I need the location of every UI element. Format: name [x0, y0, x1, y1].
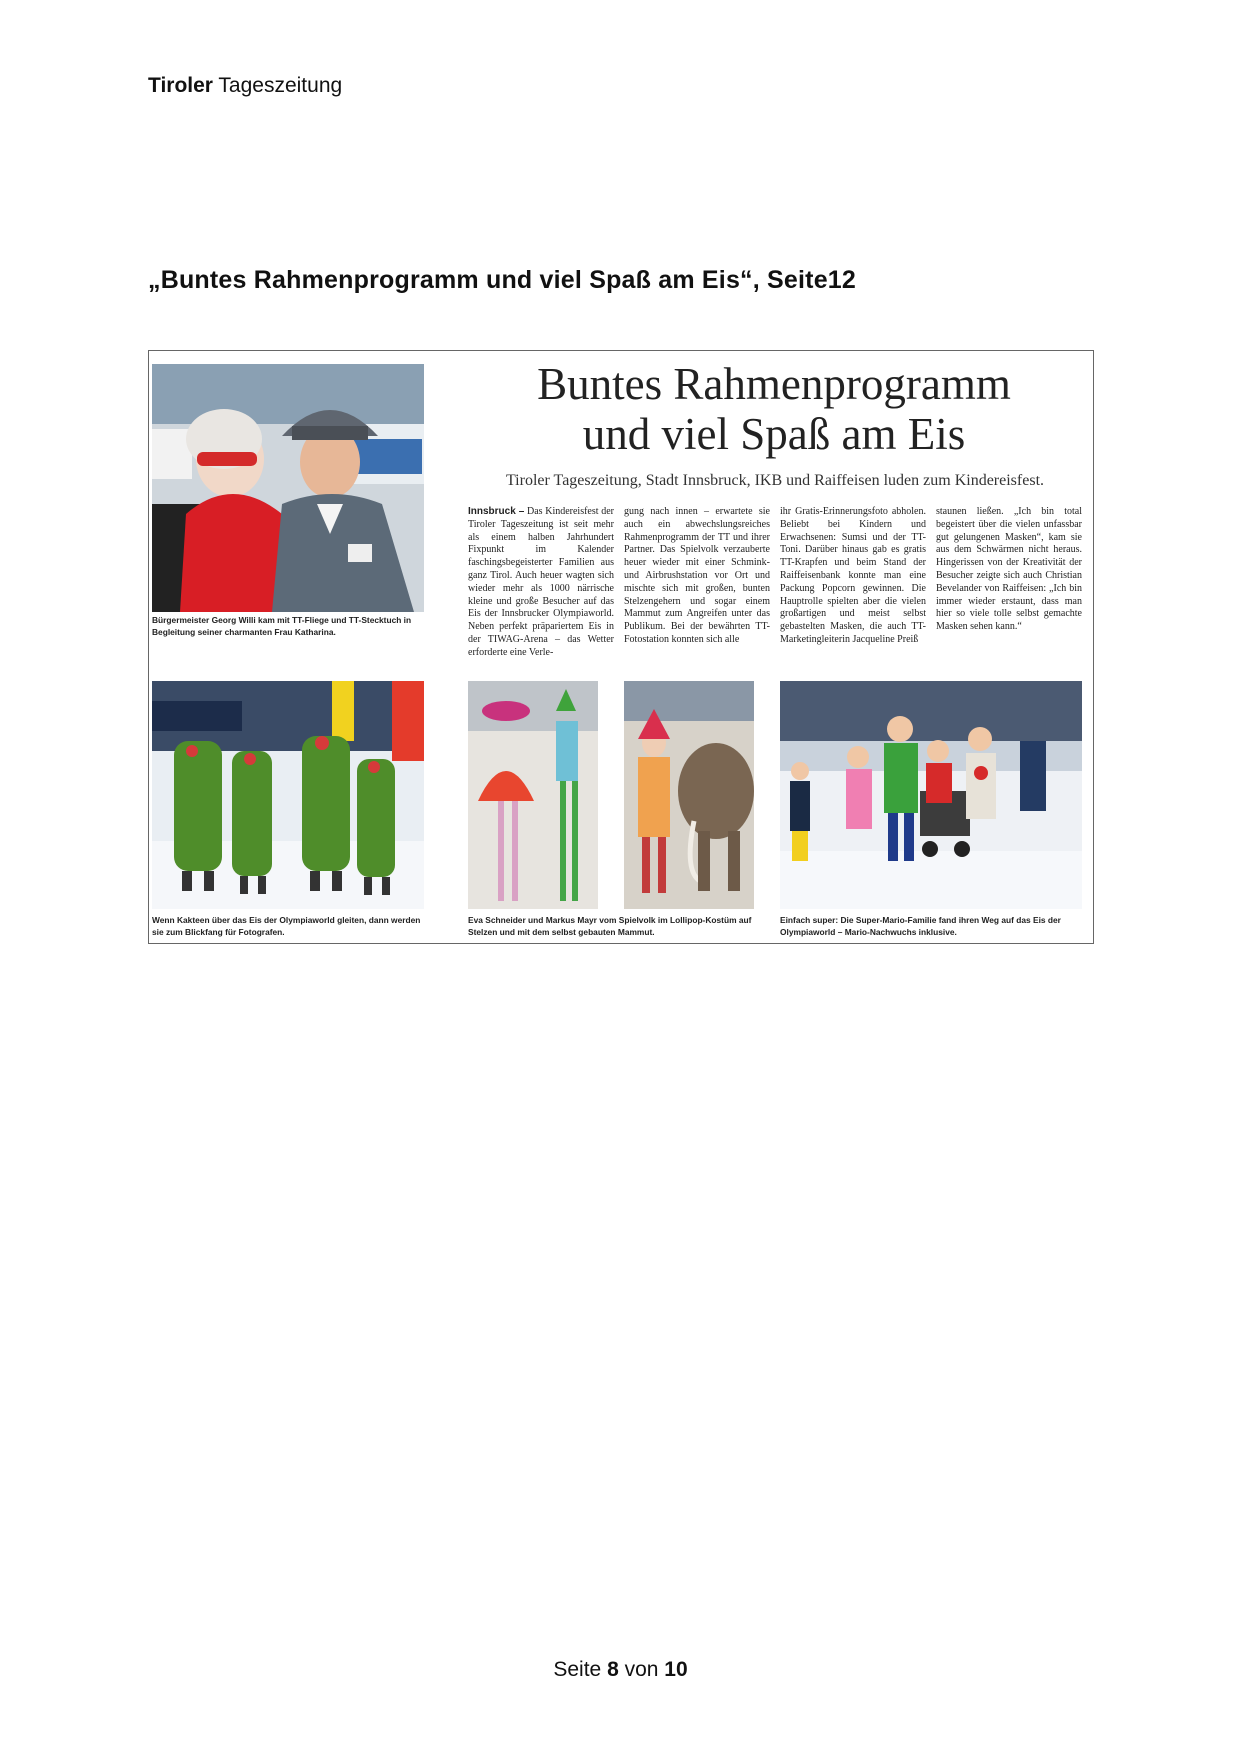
article-dateline: Innsbruck – — [468, 506, 525, 517]
caption-stilts: Eva Schneider und Markus Mayr vom Spielvolk im Lollipop-Kostüm auf Stelzen und mit dem selbst gebauten Mammut. — [468, 915, 752, 937]
photo-super-mario-family — [780, 681, 1082, 909]
photo-stilt-walkers — [468, 681, 598, 909]
publication-name — [148, 74, 342, 98]
article-column-2: gung nach innen – erwartete sie auch ein abwechslungsreiches Rahmenprogramm der TT und ihrer Partner. Das Spielvolk verzauberte heuer wieder mit einer Schmink- und Airbrushstation vor Ort und mischte sich mit großen, bunten Stelzengehern und sogar einem Mammut zum Angreifen unter das Publikum. Bei der bewährten TT-Fotostation konnten sich alle — [624, 506, 770, 645]
publication-name-bold: Tiroler — [148, 74, 213, 97]
newspaper-clipping — [148, 350, 1094, 944]
headline-line-2: und viel Spaß am Eis — [582, 409, 966, 459]
caption-mayor: Bürgermeister Georg Willi kam mit TT-Fliege und TT-Stecktuch in Begleitung seiner charmanten Frau Katharina. — [152, 615, 412, 637]
article-column-1-text: Das Kindereisfest der Tiroler Tageszeitung ist seit mehr als einem halben Jahrhundert Fixpunkt im Kalender faschingsbegeisterter Familien aus ganz Tirol. Auch heuer wagten sich wieder mehr als 1000 närrische kleine und große Besucher auf das Eis der Innsbrucker Olympiaworld. Neben perfekt präpariertem Eis in der TIWAG-Arena – das Wetter erforderte eine Verle- — [468, 506, 614, 658]
page-number-middle: von — [618, 1658, 665, 1681]
photo-mayor-and-wife — [152, 364, 424, 612]
photo-mammoth — [624, 681, 754, 909]
article-column-1 — [468, 506, 614, 660]
document-heading: „Buntes Rahmenprogramm und viel Spaß am Eis“, Seite12 — [148, 266, 857, 294]
headline-line-1: Buntes Rahmenprogramm — [537, 359, 1011, 409]
page-number-total: 10 — [664, 1658, 688, 1681]
caption-mario: Einfach super: Die Super-Mario-Familie fand ihren Weg auf das Eis der Olympiaworld – Mario-Nachwuchs inklusive. — [780, 915, 1061, 937]
publication-name-rest: Tageszeitung — [212, 74, 343, 97]
article-subheadline: Tiroler Tageszeitung, Stadt Innsbruck, IKB und Raiffeisen luden zum Kindereisfest. — [505, 472, 1045, 489]
article-column-4: staunen ließen. „Ich bin total begeistert über die vielen unfassbar gut gelungenen Masken“, kam sie aus dem Schwärmen nicht heraus. Hingerissen von der Kreativität der Besucher zeigte sich auch Christian Bevelander von Raiffeisen: „Ich bin immer wieder erstaunt, dass man hier so viele tolle selbst gemachte Masken sehen kann.“ — [936, 506, 1082, 633]
page-number-current: 8 — [607, 1658, 619, 1681]
page-number-prefix: Seite — [553, 1658, 608, 1681]
article-headline — [469, 359, 1079, 459]
page-number — [0, 1658, 1241, 1682]
caption-cactus: Wenn Kakteen über das Eis der Olympiaworld gleiten, dann werden sie zum Blickfang für Fotografen. — [152, 915, 421, 937]
photo-cactus-costumes — [152, 681, 424, 909]
article-column-3: ihr Gratis-Erinnerungsfoto abholen. Beliebt bei Kindern und Erwachsenen: Sumsi und der TT-Toni. Darüber hinaus gab es gratis TT-Krapfen und beim Stand der Raiffeisenbank konnte man eine Packung Popcorn gewinnen. Die Hauptrolle spielten aber die vielen großartigen und meist selbst gebastelten Masken, die auch TT-Marketingleiterin Jacqueline Preiß — [780, 506, 926, 645]
